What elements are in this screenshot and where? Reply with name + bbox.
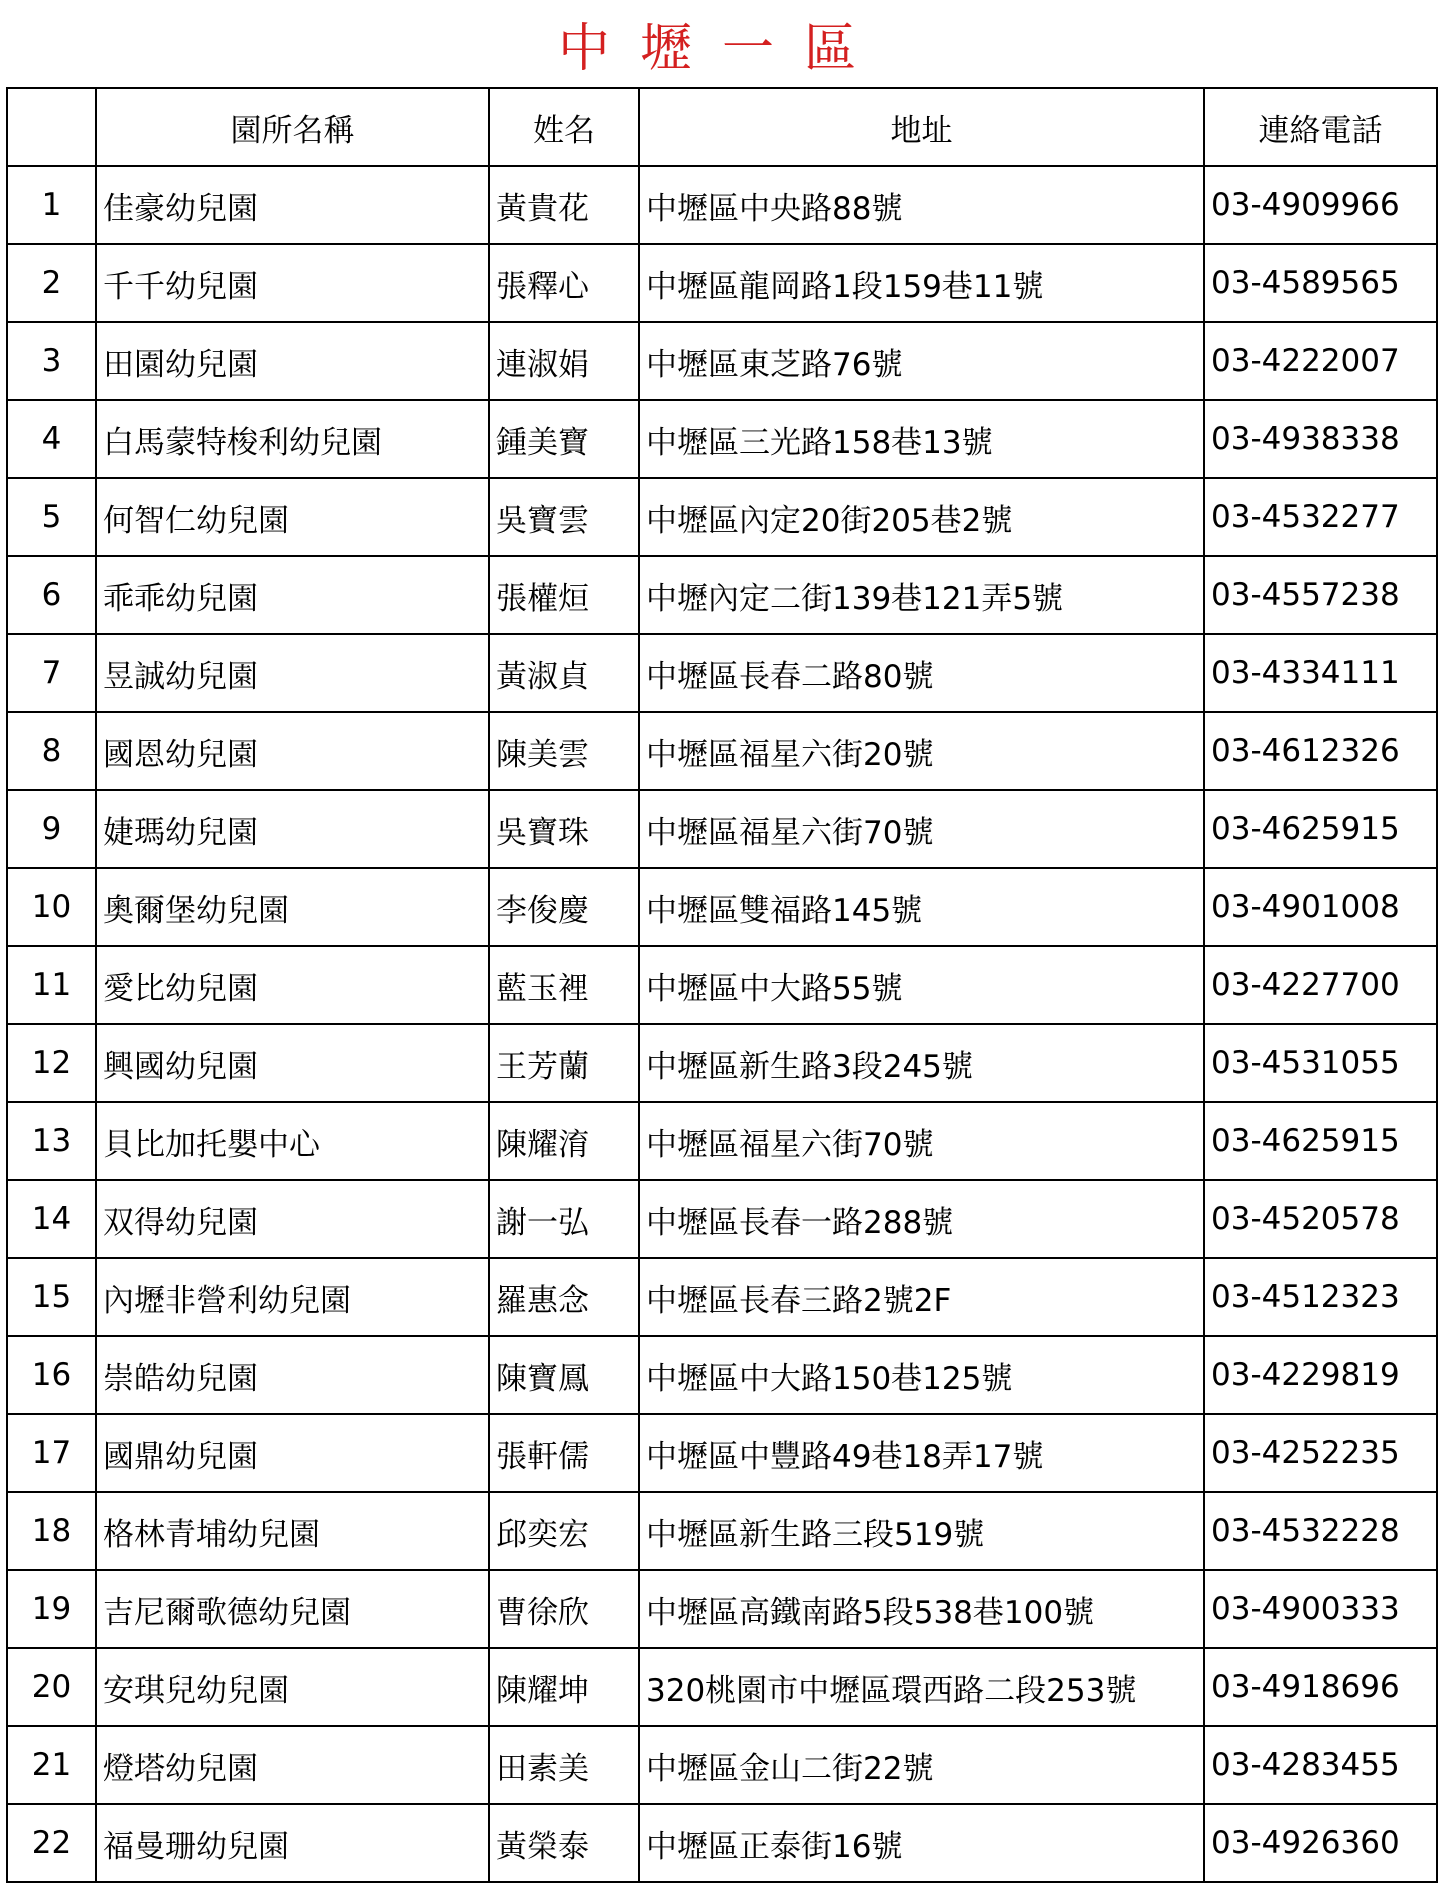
cell-person-name: 鍾美寶 xyxy=(489,400,639,478)
cell-person-name: 陳寶鳳 xyxy=(489,1336,639,1414)
cell-person-name: 陳耀淯 xyxy=(489,1102,639,1180)
cell-number: 16 xyxy=(7,1336,96,1414)
table-row xyxy=(7,166,1437,244)
cell-phone: 03-4625915 xyxy=(1204,790,1437,868)
header-school-name: 園所名稱 xyxy=(96,88,489,166)
cell-school-name: 昱誠幼兒園 xyxy=(96,634,489,712)
cell-address: 中壢區長春一路288號 xyxy=(639,1180,1204,1258)
cell-address: 中壢區高鐵南路5段538巷100號 xyxy=(639,1570,1204,1648)
cell-person-name: 吳寶雲 xyxy=(489,478,639,556)
cell-school-name: 格林青埔幼兒園 xyxy=(96,1492,489,1570)
cell-school-name: 安琪兒幼兒園 xyxy=(96,1648,489,1726)
cell-address: 中壢區中豐路49巷18弄17號 xyxy=(639,1414,1204,1492)
table-row xyxy=(7,634,1437,712)
cell-school-name: 何智仁幼兒園 xyxy=(96,478,489,556)
header-address: 地址 xyxy=(639,88,1204,166)
cell-address: 中壢區長春三路2號2F xyxy=(639,1258,1204,1336)
cell-phone: 03-4532228 xyxy=(1204,1492,1437,1570)
cell-school-name: 奧爾堡幼兒園 xyxy=(96,868,489,946)
cell-address: 中壢區新生路3段245號 xyxy=(639,1024,1204,1102)
cell-school-name: 國恩幼兒園 xyxy=(96,712,489,790)
cell-address: 中壢區金山二街22號 xyxy=(639,1726,1204,1804)
cell-school-name: 內壢非營利幼兒園 xyxy=(96,1258,489,1336)
cell-number: 8 xyxy=(7,712,96,790)
header-phone: 連絡電話 xyxy=(1204,88,1437,166)
cell-phone: 03-4532277 xyxy=(1204,478,1437,556)
table-row xyxy=(7,244,1437,322)
table-row xyxy=(7,1336,1437,1414)
cell-phone: 03-4612326 xyxy=(1204,712,1437,790)
header-person-name: 姓名 xyxy=(489,88,639,166)
cell-phone: 03-4918696 xyxy=(1204,1648,1437,1726)
cell-phone: 03-4252235 xyxy=(1204,1414,1437,1492)
cell-number: 17 xyxy=(7,1414,96,1492)
cell-address: 中壢區中大路150巷125號 xyxy=(639,1336,1204,1414)
cell-address: 中壢區三光路158巷13號 xyxy=(639,400,1204,478)
cell-school-name: 崇皓幼兒園 xyxy=(96,1336,489,1414)
cell-address: 中壢區福星六街70號 xyxy=(639,1102,1204,1180)
table-row xyxy=(7,868,1437,946)
cell-person-name: 王芳蘭 xyxy=(489,1024,639,1102)
cell-number: 11 xyxy=(7,946,96,1024)
cell-person-name: 曹徐欣 xyxy=(489,1570,639,1648)
cell-phone: 03-4520578 xyxy=(1204,1180,1437,1258)
cell-number: 7 xyxy=(7,634,96,712)
cell-number: 4 xyxy=(7,400,96,478)
cell-school-name: 田園幼兒園 xyxy=(96,322,489,400)
cell-school-name: 千千幼兒園 xyxy=(96,244,489,322)
cell-address: 中壢區內定20街205巷2號 xyxy=(639,478,1204,556)
cell-phone: 03-4926360 xyxy=(1204,1804,1437,1882)
cell-phone: 03-4222007 xyxy=(1204,322,1437,400)
cell-address: 中壢區中央路88號 xyxy=(639,166,1204,244)
table-row xyxy=(7,1492,1437,1570)
cell-school-name: 吉尼爾歌德幼兒園 xyxy=(96,1570,489,1648)
cell-school-name: 乖乖幼兒園 xyxy=(96,556,489,634)
cell-person-name: 田素美 xyxy=(489,1726,639,1804)
table-row xyxy=(7,712,1437,790)
cell-person-name: 謝一弘 xyxy=(489,1180,639,1258)
cell-address: 中壢區正泰街16號 xyxy=(639,1804,1204,1882)
page-title: 中壢一區 xyxy=(557,19,886,79)
cell-person-name: 張釋心 xyxy=(489,244,639,322)
cell-person-name: 張軒儒 xyxy=(489,1414,639,1492)
cell-phone: 03-4334111 xyxy=(1204,634,1437,712)
cell-number: 2 xyxy=(7,244,96,322)
cell-number: 5 xyxy=(7,478,96,556)
table-row xyxy=(7,322,1437,400)
cell-person-name: 李俊慶 xyxy=(489,868,639,946)
table-row xyxy=(7,1726,1437,1804)
kindergarten-table xyxy=(6,87,1438,1883)
table-row xyxy=(7,790,1437,868)
cell-address: 中壢區長春二路80號 xyxy=(639,634,1204,712)
cell-phone: 03-4557238 xyxy=(1204,556,1437,634)
header-number xyxy=(7,88,96,166)
cell-number: 12 xyxy=(7,1024,96,1102)
cell-phone: 03-4901008 xyxy=(1204,868,1437,946)
cell-phone: 03-4900333 xyxy=(1204,1570,1437,1648)
cell-person-name: 藍玉裡 xyxy=(489,946,639,1024)
cell-phone: 03-4531055 xyxy=(1204,1024,1437,1102)
cell-phone: 03-4625915 xyxy=(1204,1102,1437,1180)
cell-person-name: 陳美雲 xyxy=(489,712,639,790)
cell-phone: 03-4938338 xyxy=(1204,400,1437,478)
cell-phone: 03-4283455 xyxy=(1204,1726,1437,1804)
cell-address: 中壢區東芝路76號 xyxy=(639,322,1204,400)
cell-number: 10 xyxy=(7,868,96,946)
cell-phone: 03-4512323 xyxy=(1204,1258,1437,1336)
cell-person-name: 羅惠念 xyxy=(489,1258,639,1336)
cell-phone: 03-4229819 xyxy=(1204,1336,1437,1414)
cell-person-name: 吳寶珠 xyxy=(489,790,639,868)
cell-school-name: 興國幼兒園 xyxy=(96,1024,489,1102)
cell-number: 19 xyxy=(7,1570,96,1648)
cell-number: 13 xyxy=(7,1102,96,1180)
cell-phone: 03-4589565 xyxy=(1204,244,1437,322)
cell-address: 中壢區福星六街20號 xyxy=(639,712,1204,790)
cell-number: 9 xyxy=(7,790,96,868)
table-row xyxy=(7,1414,1437,1492)
cell-school-name: 燈塔幼兒園 xyxy=(96,1726,489,1804)
cell-number: 15 xyxy=(7,1258,96,1336)
cell-school-name: 婕瑪幼兒園 xyxy=(96,790,489,868)
cell-address: 中壢區龍岡路1段159巷11號 xyxy=(639,244,1204,322)
cell-number: 21 xyxy=(7,1726,96,1804)
cell-school-name: 貝比加托嬰中心 xyxy=(96,1102,489,1180)
table-row xyxy=(7,1180,1437,1258)
cell-address: 中壢內定二街139巷121弄5號 xyxy=(639,556,1204,634)
table-row xyxy=(7,400,1437,478)
cell-address: 320桃園市中壢區環西路二段253號 xyxy=(639,1648,1204,1726)
cell-number: 14 xyxy=(7,1180,96,1258)
cell-person-name: 陳耀坤 xyxy=(489,1648,639,1726)
cell-school-name: 愛比幼兒園 xyxy=(96,946,489,1024)
cell-school-name: 福曼珊幼兒園 xyxy=(96,1804,489,1882)
cell-person-name: 黃貴花 xyxy=(489,166,639,244)
cell-number: 22 xyxy=(7,1804,96,1882)
table-row xyxy=(7,1024,1437,1102)
table-row xyxy=(7,1258,1437,1336)
table-row xyxy=(7,946,1437,1024)
table-header-row xyxy=(7,88,1437,166)
table-row xyxy=(7,1804,1437,1882)
cell-address: 中壢區雙福路145號 xyxy=(639,868,1204,946)
table-row xyxy=(7,556,1437,634)
cell-school-name: 白馬蒙特梭利幼兒園 xyxy=(96,400,489,478)
cell-phone: 03-4909966 xyxy=(1204,166,1437,244)
table-row xyxy=(7,1102,1437,1180)
cell-number: 6 xyxy=(7,556,96,634)
table-row xyxy=(7,1648,1437,1726)
cell-address: 中壢區福星六街70號 xyxy=(639,790,1204,868)
cell-school-name: 國鼎幼兒園 xyxy=(96,1414,489,1492)
cell-number: 3 xyxy=(7,322,96,400)
cell-person-name: 黃榮泰 xyxy=(489,1804,639,1882)
cell-person-name: 張權烜 xyxy=(489,556,639,634)
cell-phone: 03-4227700 xyxy=(1204,946,1437,1024)
cell-person-name: 連淑娟 xyxy=(489,322,639,400)
cell-address: 中壢區中大路55號 xyxy=(639,946,1204,1024)
table-body xyxy=(7,166,1437,1882)
cell-person-name: 黃淑貞 xyxy=(489,634,639,712)
cell-person-name: 邱奕宏 xyxy=(489,1492,639,1570)
cell-number: 1 xyxy=(7,166,96,244)
cell-number: 20 xyxy=(7,1648,96,1726)
table-row xyxy=(7,1570,1437,1648)
cell-number: 18 xyxy=(7,1492,96,1570)
cell-school-name: 佳豪幼兒園 xyxy=(96,166,489,244)
cell-school-name: 双得幼兒園 xyxy=(96,1180,489,1258)
table-row xyxy=(7,478,1437,556)
cell-address: 中壢區新生路三段519號 xyxy=(639,1492,1204,1570)
